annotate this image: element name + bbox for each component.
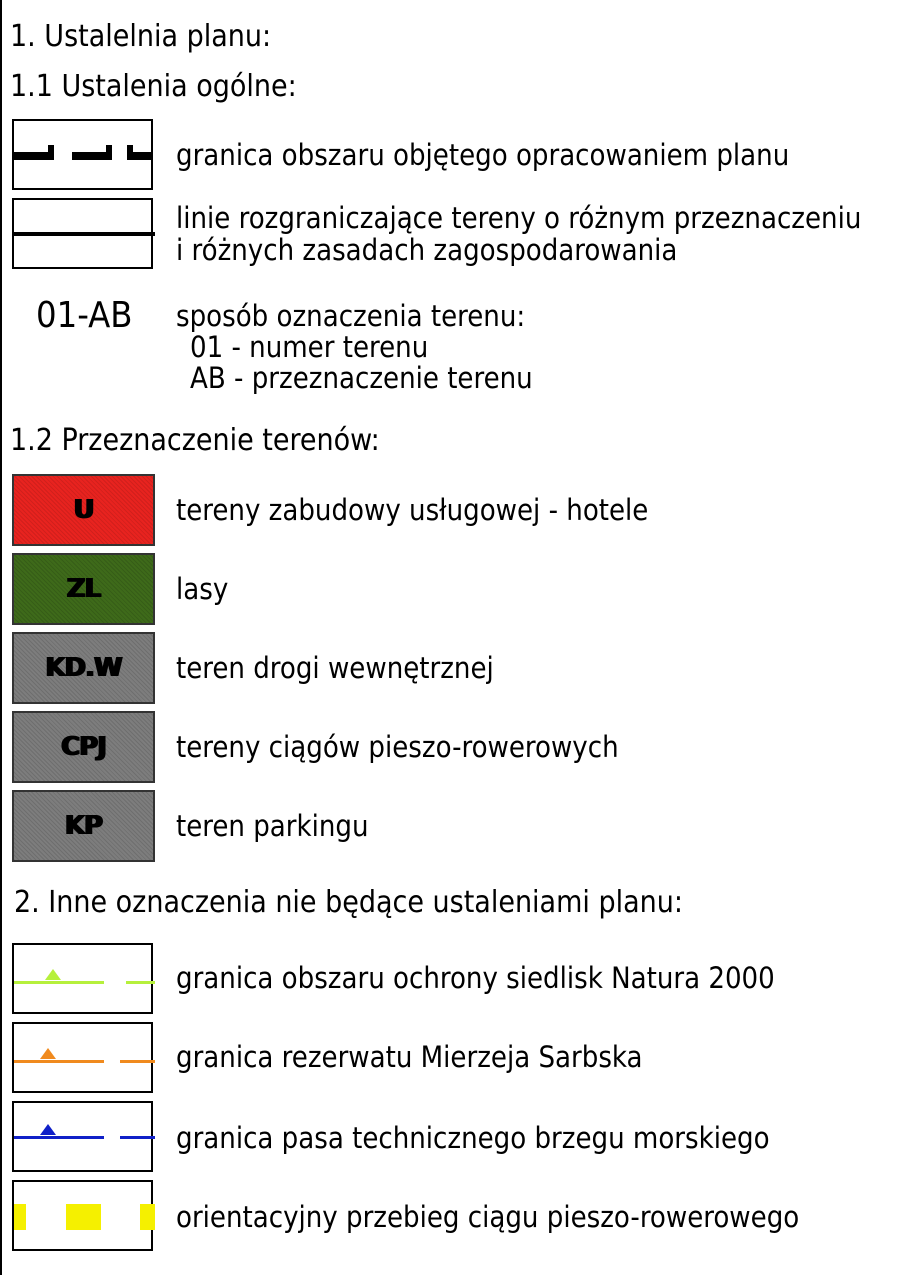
left-border-line <box>0 0 2 1275</box>
land-use-swatch-u <box>12 474 155 546</box>
land-use-label: teren drogi wewnętrznej <box>176 651 494 685</box>
plan-boundary-symbol <box>12 119 153 190</box>
plan-boundary-label: granica obszaru objętego opracowaniem planu <box>176 138 790 172</box>
land-code-desc-3: AB - przeznaczenie terenu <box>190 361 533 395</box>
land-use-label: lasy <box>176 572 229 606</box>
dividing-line-icon <box>14 200 155 271</box>
coastal-belt-line-icon <box>14 1103 155 1174</box>
land-use-code: CPJ <box>61 732 106 762</box>
land-use-code: U <box>73 495 94 525</box>
land-use-label: tereny ciągów pieszo-rowerowych <box>176 730 619 764</box>
natura-2000-line-icon <box>14 945 155 1016</box>
reserve-boundary-line-icon <box>14 1024 155 1095</box>
heading-section-1: 1. Ustalelnia planu: <box>10 19 272 54</box>
plan-boundary-line-icon <box>14 121 155 192</box>
land-use-code: KD.W <box>45 653 122 683</box>
heading-section-2: 2. Inne oznaczenia nie będące ustaleniami planu: <box>14 885 683 920</box>
land-use-swatch-kp <box>12 790 155 862</box>
reserve-boundary-symbol <box>12 1022 153 1093</box>
land-code-desc-2: 01 - numer terenu <box>190 330 429 364</box>
land-code-example: 01-AB <box>36 295 133 336</box>
natura-2000-symbol <box>12 943 153 1014</box>
land-use-swatch-kdw <box>12 632 155 704</box>
land-use-label: teren parkingu <box>176 809 369 843</box>
land-use-swatch-cpj <box>12 711 155 783</box>
other-label: granica obszaru ochrony siedlisk Natura 2000 <box>176 961 775 995</box>
coastal-belt-symbol <box>12 1101 153 1172</box>
land-use-swatch-zl <box>12 553 155 625</box>
dividing-lines-label-2: i różnych zasadach zagospodarowania <box>176 233 678 267</box>
land-use-code: KP <box>64 811 103 841</box>
heading-section-1-1: 1.1 Ustalenia ogólne: <box>10 69 297 104</box>
dividing-lines-symbol <box>12 198 153 269</box>
heading-section-1-2: 1.2 Przeznaczenie terenów: <box>10 423 380 458</box>
bike-path-symbol <box>12 1180 153 1251</box>
other-label: granica pasa technicznego brzegu morskiego <box>176 1121 770 1155</box>
land-code-desc-1: sposób oznaczenia terenu: <box>176 299 526 333</box>
dividing-lines-label-1: linie rozgraniczające tereny o różnym przeznaczeniu <box>176 201 862 235</box>
land-use-label: tereny zabudowy usługowej - hotele <box>176 493 649 527</box>
bike-path-dash-icon <box>14 1182 155 1253</box>
other-label: orientacyjny przebieg ciągu pieszo-rowerowego <box>176 1200 800 1234</box>
land-use-code: ZL <box>66 574 101 604</box>
other-label: granica rezerwatu Mierzeja Sarbska <box>176 1040 643 1074</box>
